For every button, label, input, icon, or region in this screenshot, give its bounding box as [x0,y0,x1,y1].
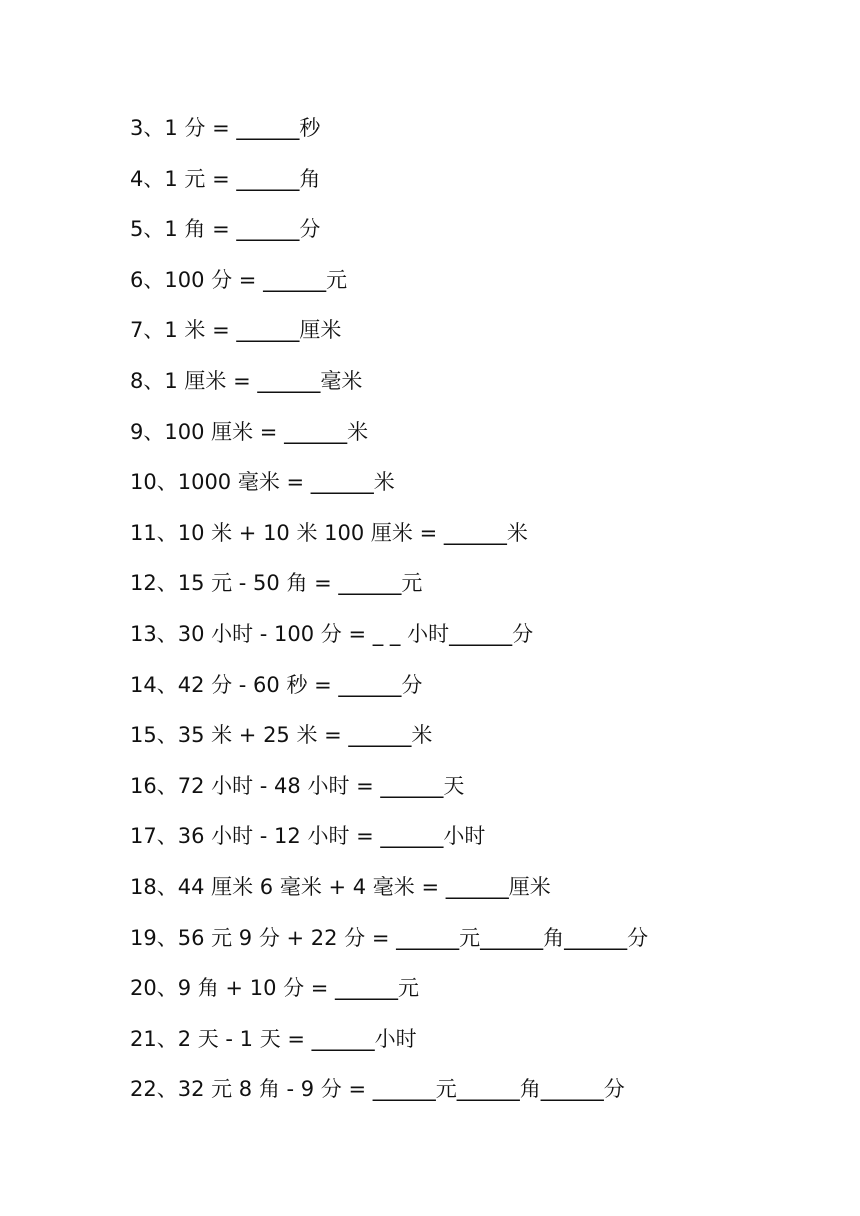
question-10: 10、1000 毫米 = ______米 [130,470,395,495]
question-7: 7、1 米 = ______厘米 [130,318,342,343]
question-4: 4、1 元 = ______角 [130,166,321,191]
question-19: 19、56 元 9 分 + 22 分 = ______元______角______分 [130,925,649,950]
question-6: 6、100 分 = ______元 [130,267,348,292]
question-13: 13、30 小时 - 100 分 = _ _ 小时______分 [130,621,534,646]
question-14: 14、42 分 - 60 秒 = ______分 [130,672,423,697]
question-20: 20、9 角 + 10 分 = ______元 [130,976,420,1001]
question-22: 22、32 元 8 角 - 9 分 = ______元______角______分 [130,1077,625,1102]
question-11: 11、10 米 + 10 米 100 厘米 = ______米 [130,520,528,545]
question-18: 18、44 厘米 6 毫米 + 4 毫米 = ______厘米 [130,874,551,899]
question-8: 8、1 厘米 = ______毫米 [130,368,363,393]
question-12: 12、15 元 - 50 角 = ______元 [130,571,423,596]
worksheet [130,110,830,1122]
question-21: 21、2 天 - 1 天 = ______小时 [130,1026,417,1051]
question-17: 17、36 小时 - 12 小时 = ______小时 [130,824,486,849]
question-15: 15、35 米 + 25 米 = ______米 [130,723,433,748]
question-3: 3、1 分 = ______秒 [130,116,321,140]
question-16: 16、72 小时 - 48 小时 = ______天 [130,773,465,798]
question-5: 5、1 角 = ______分 [130,217,321,242]
question-9: 9、100 厘米 = ______米 [130,419,369,444]
